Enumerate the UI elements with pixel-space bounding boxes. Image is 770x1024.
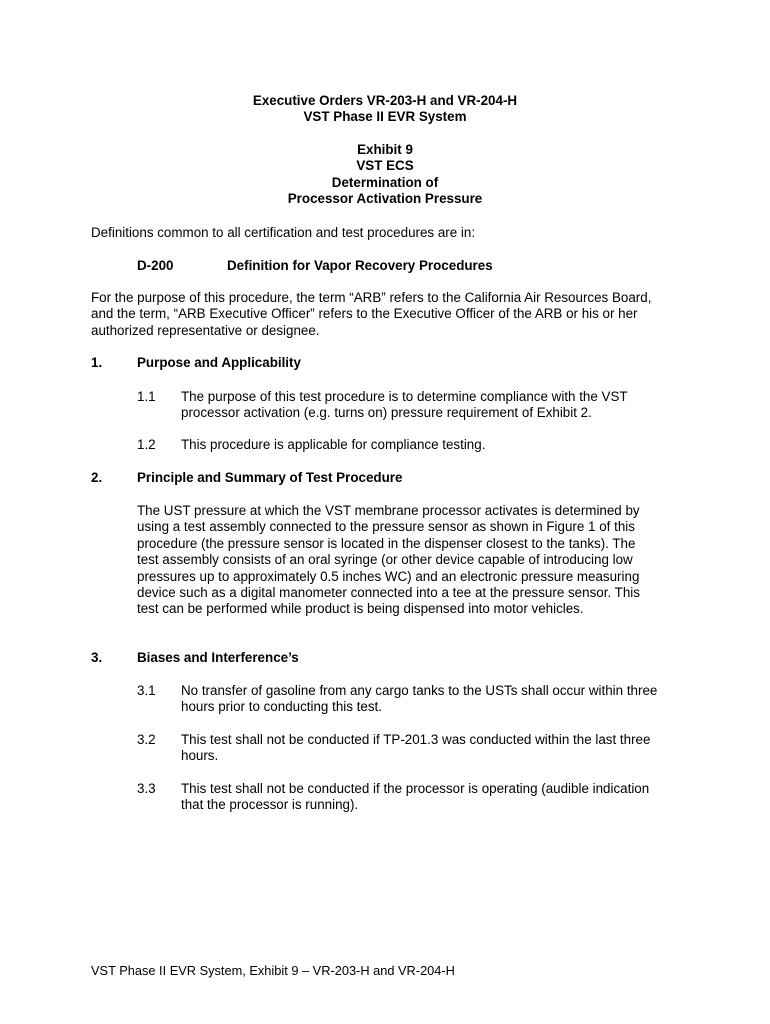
item-1-2-number: 1.2	[137, 437, 156, 452]
item-1-1-number: 1.1	[137, 389, 156, 404]
paragraph-line: authorized representative or designee.	[91, 322, 320, 338]
paragraph-line: device such as a digital manometer connected into a tee at the pressure sensor. This	[137, 585, 640, 601]
title-system-name: VST Phase II EVR System	[303, 109, 467, 125]
item-3-2-text	[181, 732, 691, 765]
section-1-title: Purpose and Applicability	[137, 355, 301, 370]
item-3-1-text	[181, 683, 691, 716]
paragraph-line: test assembly consists of an oral syringe (or other device capable of introducing low	[137, 552, 633, 568]
title-exhibit-number: Exhibit 9	[357, 142, 413, 157]
paragraph-line: processor activation (e.g. turns on) pressure requirement of Exhibit 2.	[181, 405, 592, 421]
document-title-block	[0, 93, 770, 126]
item-1-1-text	[181, 389, 691, 422]
title-vst-ecs: VST ECS	[356, 158, 414, 174]
page-footer: VST Phase II EVR System, Exhibit 9 – VR-203-H and VR-204-H	[91, 963, 455, 978]
item-3-1-number: 3.1	[137, 683, 156, 698]
title-executive-orders: Executive Orders VR-203-H and VR-204-H	[252, 93, 518, 108]
paragraph-line: hours.	[181, 748, 219, 764]
section-2-title: Principle and Summary of Test Procedure	[137, 470, 403, 485]
arb-definition-paragraph	[91, 290, 686, 339]
paragraph-line: This procedure is applicable for compliance testing.	[181, 437, 486, 452]
paragraph-line: This test shall not be conducted if TP-201.3 was conducted within the last three	[181, 732, 651, 747]
paragraph-line: For the purpose of this procedure, the term “ARB” refers to the California Air Resources Board,	[91, 290, 652, 305]
item-1-2-text	[181, 437, 691, 453]
paragraph-line: pressures up to approximately 0.5 inches WC) and an electronic pressure measuring	[137, 568, 640, 584]
reference-title: Definition for Vapor Recovery Procedures	[227, 258, 493, 273]
section-2-body	[137, 503, 692, 618]
paragraph-line: that the processor is running).	[181, 797, 359, 813]
paragraph-line: No transfer of gasoline from any cargo tanks to the USTs shall occur within three	[181, 683, 658, 698]
paragraph-line: procedure (the pressure sensor is located in the dispenser closest to the tanks). The	[137, 535, 636, 551]
exhibit-title-block	[0, 142, 770, 208]
paragraph-line: This test shall not be conducted if the processor is operating (audible indication	[181, 781, 650, 796]
paragraph-line: hours prior to conducting this test.	[181, 699, 382, 715]
paragraph-line: The UST pressure at which the VST membrane processor activates is determined by	[137, 503, 640, 518]
title-determination-of: Determination of	[331, 174, 439, 190]
section-3-title: Biases and Interference’s	[137, 650, 299, 665]
paragraph-line: test can be performed while product is being dispensed into motor vehicles.	[137, 601, 584, 617]
paragraph-line: and the term, “ARB Executive Officer” refers to the Executive Officer of the ARB or his or her	[91, 306, 638, 322]
item-3-3-text	[181, 781, 691, 814]
section-1-number: 1.	[91, 355, 103, 370]
definitions-line: Definitions common to all certification and test procedures are in:	[91, 225, 476, 240]
title-processor-activation-pressure: Processor Activation Pressure	[287, 191, 483, 207]
section-3-number: 3.	[91, 650, 103, 665]
item-3-2-number: 3.2	[137, 732, 156, 747]
reference-code: D-200	[137, 258, 174, 273]
item-3-3-number: 3.3	[137, 781, 156, 796]
paragraph-line: using a test assembly connected to the pressure sensor as shown in Figure 1 of this	[137, 519, 635, 535]
section-2-number: 2.	[91, 470, 103, 485]
paragraph-line: The purpose of this test procedure is to determine compliance with the VST	[181, 389, 628, 404]
